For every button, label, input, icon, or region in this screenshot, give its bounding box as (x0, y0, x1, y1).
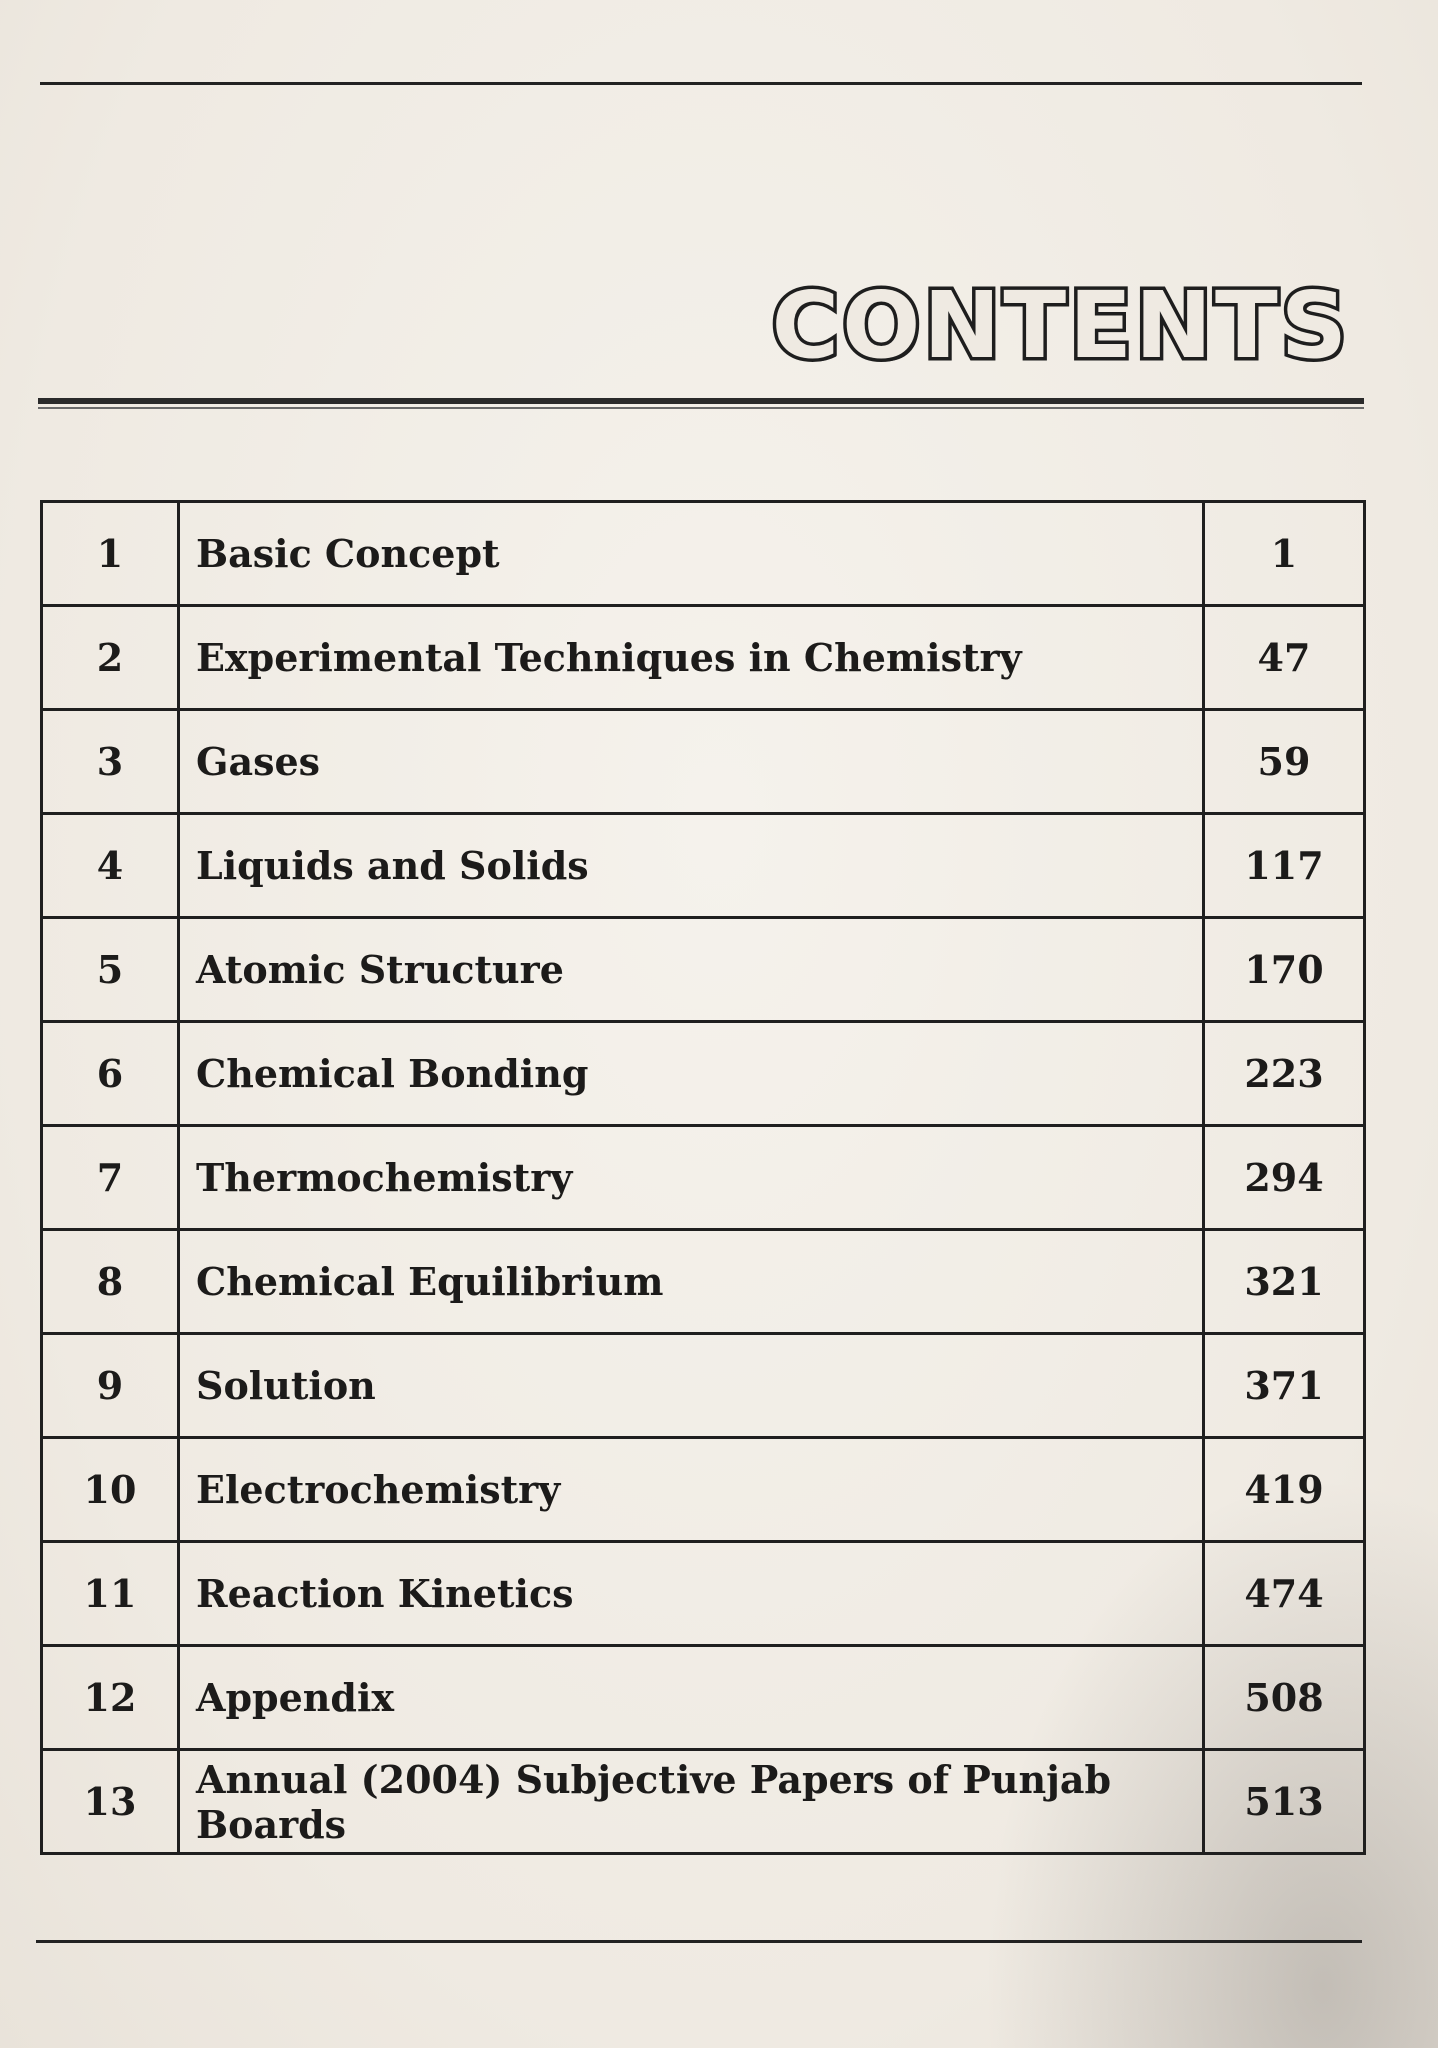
heading-rule-shadow (38, 407, 1364, 409)
chapter-title[interactable]: Atomic Structure (179, 918, 1204, 1022)
chapter-title[interactable]: Reaction Kinetics (179, 1542, 1204, 1646)
chapter-number: 9 (42, 1334, 179, 1438)
page-number: 117 (1204, 814, 1365, 918)
page-number: 508 (1204, 1646, 1365, 1750)
table-row[interactable] (42, 1646, 1365, 1750)
chapter-number: 13 (42, 1750, 179, 1854)
chapter-title[interactable]: Solution (179, 1334, 1204, 1438)
table-row[interactable] (42, 1438, 1365, 1542)
chapter-title[interactable]: Chemical Equilibrium (179, 1230, 1204, 1334)
chapter-number: 1 (42, 502, 179, 606)
contents-table (40, 500, 1366, 1855)
chapter-number: 7 (42, 1126, 179, 1230)
table-row[interactable] (42, 1022, 1365, 1126)
page-number: 1 (1204, 502, 1365, 606)
top-rule (40, 82, 1362, 85)
table-row[interactable] (42, 1542, 1365, 1646)
contents-heading: CONTENTS (771, 272, 1350, 379)
chapter-number: 3 (42, 710, 179, 814)
table-row[interactable] (42, 710, 1365, 814)
table-row[interactable] (42, 918, 1365, 1022)
page-number: 294 (1204, 1126, 1365, 1230)
chapter-title[interactable]: Experimental Techniques in Chemistry (179, 606, 1204, 710)
chapter-title[interactable]: Thermochemistry (179, 1126, 1204, 1230)
chapter-title[interactable]: Liquids and Solids (179, 814, 1204, 918)
page-number: 513 (1204, 1750, 1365, 1854)
page-number: 474 (1204, 1542, 1365, 1646)
table-row[interactable] (42, 814, 1365, 918)
chapter-title[interactable]: Annual (2004) Subjective Papers of Punjab Boards (179, 1750, 1204, 1854)
page-number: 419 (1204, 1438, 1365, 1542)
table-row[interactable] (42, 1230, 1365, 1334)
chapter-title[interactable]: Electrochemistry (179, 1438, 1204, 1542)
chapter-number: 12 (42, 1646, 179, 1750)
heading-rule (38, 398, 1364, 404)
page-number: 170 (1204, 918, 1365, 1022)
table-row[interactable] (42, 606, 1365, 710)
chapter-number: 6 (42, 1022, 179, 1126)
chapter-number: 4 (42, 814, 179, 918)
chapter-number: 8 (42, 1230, 179, 1334)
table-row[interactable] (42, 1126, 1365, 1230)
page-number: 47 (1204, 606, 1365, 710)
page-number: 59 (1204, 710, 1365, 814)
chapter-number: 2 (42, 606, 179, 710)
chapter-title[interactable]: Chemical Bonding (179, 1022, 1204, 1126)
table-row[interactable] (42, 502, 1365, 606)
table-row[interactable] (42, 1750, 1365, 1854)
page-number: 321 (1204, 1230, 1365, 1334)
chapter-number: 11 (42, 1542, 179, 1646)
bottom-rule (36, 1940, 1362, 1943)
chapter-title[interactable]: Basic Concept (179, 502, 1204, 606)
page-number: 223 (1204, 1022, 1365, 1126)
page-number: 371 (1204, 1334, 1365, 1438)
chapter-number: 5 (42, 918, 179, 1022)
chapter-number: 10 (42, 1438, 179, 1542)
chapter-title[interactable]: Gases (179, 710, 1204, 814)
chapter-title[interactable]: Appendix (179, 1646, 1204, 1750)
table-row[interactable] (42, 1334, 1365, 1438)
